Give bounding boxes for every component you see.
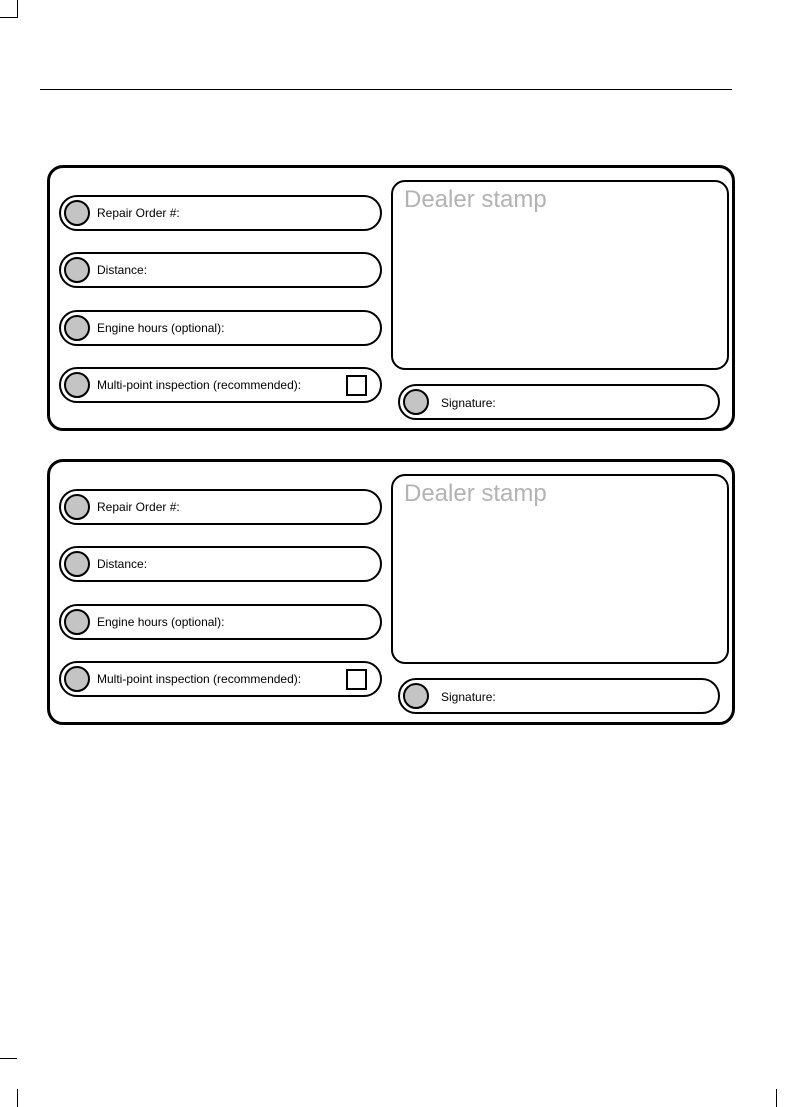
signature-label: Signature: xyxy=(441,396,496,410)
repair-order-label: Repair Order #: xyxy=(97,206,180,220)
distance-label: Distance: xyxy=(97,557,148,571)
inspection-marker-icon xyxy=(64,666,90,692)
dealer-stamp-box xyxy=(391,474,729,664)
signature-marker-icon xyxy=(403,683,429,709)
crop-mark-bottom-left xyxy=(17,1089,18,1107)
crop-mark-bottom-left-h xyxy=(0,1058,17,1059)
distance-marker-icon xyxy=(64,551,90,577)
repair-order-marker-icon xyxy=(64,200,90,226)
dealer-stamp-label: Dealer stamp xyxy=(404,186,547,213)
header-rule xyxy=(40,89,732,90)
engine-hours-field[interactable] xyxy=(59,604,382,640)
inspection-field xyxy=(59,661,382,697)
distance-field[interactable] xyxy=(59,546,382,582)
engine-hours-label: Engine hours (optional): xyxy=(97,321,225,335)
repair-order-marker-icon xyxy=(64,494,90,520)
inspection-checkbox[interactable] xyxy=(346,669,367,690)
dealer-stamp-label: Dealer stamp xyxy=(404,480,547,507)
distance-marker-icon xyxy=(64,257,90,283)
distance-label: Distance: xyxy=(97,263,148,277)
engine-hours-marker-icon xyxy=(64,609,90,635)
signature-field[interactable] xyxy=(398,678,720,714)
inspection-marker-icon xyxy=(64,372,90,398)
repair-order-field[interactable] xyxy=(59,489,382,525)
signature-marker-icon xyxy=(403,389,429,415)
crop-mark-bottom-right xyxy=(776,1089,777,1107)
repair-order-label: Repair Order #: xyxy=(97,500,180,514)
engine-hours-label: Engine hours (optional): xyxy=(97,615,225,629)
dealer-stamp-box xyxy=(391,180,729,370)
inspection-checkbox[interactable] xyxy=(346,375,367,396)
engine-hours-field[interactable] xyxy=(59,310,382,346)
crop-mark-top-left-h xyxy=(0,17,17,18)
signature-field[interactable] xyxy=(398,384,720,420)
distance-field[interactable] xyxy=(59,252,382,288)
repair-order-field[interactable] xyxy=(59,195,382,231)
inspection-label: Multi-point inspection (recommended): xyxy=(97,672,302,686)
service-record-card-1 xyxy=(47,165,735,431)
engine-hours-marker-icon xyxy=(64,315,90,341)
service-record-card-2 xyxy=(47,459,735,725)
inspection-field xyxy=(59,367,382,403)
inspection-label: Multi-point inspection (recommended): xyxy=(97,378,302,392)
signature-label: Signature: xyxy=(441,690,496,704)
crop-mark-top-left xyxy=(17,0,18,18)
